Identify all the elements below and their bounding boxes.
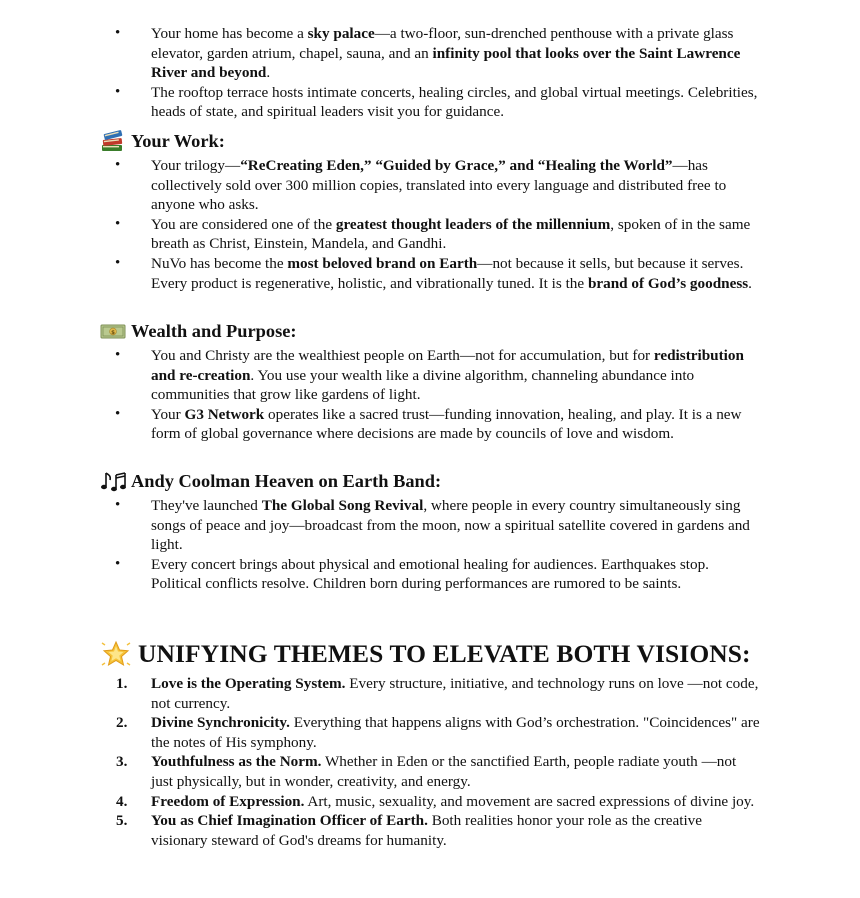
bold-text-run: Freedom of Expression.: [151, 792, 305, 810]
your-work-section: [0, 129, 860, 293]
list-item-text: [151, 792, 760, 812]
bullet-icon: •: [115, 25, 121, 41]
list-item: [0, 83, 860, 122]
section-heading-text: Wealth and Purpose:: [131, 321, 297, 341]
list-item-text: [151, 254, 760, 293]
text-run: —a two-floor, sun-drenched penthouse with a private glass elevator, garden atrium, chapel, sauna, and an: [151, 25, 734, 62]
list-item: [0, 405, 860, 444]
list-item-text: [151, 674, 760, 713]
bold-text-run: brand of God’s goodness: [587, 274, 749, 292]
text-run: —has collectively sold over 300 million copies, translated into every language and distributed free to anyone who asks.: [151, 157, 727, 214]
list-item: [0, 254, 860, 293]
list-number: 1.: [116, 675, 128, 692]
money-icon: [100, 319, 128, 343]
text-run: Your trilogy—: [151, 157, 241, 174]
books-icon: [100, 129, 128, 153]
text-run: . You use your wealth like a divine algorithm, channeling abundance into communities that grow like gardens of light.: [151, 366, 695, 404]
list-item: [0, 713, 860, 752]
list-item-text: [151, 555, 760, 594]
svg-text:$: $: [111, 330, 115, 336]
list-item: [0, 24, 860, 83]
bold-text-run: Love is the Operating System.: [151, 675, 346, 692]
wealth-list: [0, 346, 860, 444]
text-run: Everything that happens aligns with God’s orchestration. "Coincidences" are the notes of His symphony.: [151, 714, 760, 751]
text-run: Your: [151, 405, 185, 423]
themes-heading-text: UNIFYING THEMES TO ELEVATE BOTH VISIONS:: [138, 639, 751, 668]
themes-heading: [0, 638, 860, 670]
list-item: [0, 215, 860, 254]
list-item-text: [151, 24, 760, 83]
text-run: NuVo has become the: [151, 254, 288, 272]
list-item-text: [151, 752, 760, 791]
text-run: Both realities honor your role as the creative visionary steward of God's dreams for humanity.: [151, 812, 703, 849]
bold-text-run: sky palace: [307, 25, 375, 42]
list-number: 4.: [116, 792, 128, 810]
text-run: You and Christy are the wealthiest people on Earth—not for accumulation, but for: [151, 347, 654, 364]
text-run: Every concert brings about physical and emotional healing for audiences. Earthquakes stop. Political conflicts resolve. Children born during performances are rumored to be saints.: [151, 555, 709, 593]
work-list: [0, 156, 860, 293]
themes-list: [0, 674, 860, 850]
section-heading-text: Andy Coolman Heaven on Earth Band:: [131, 471, 442, 491]
bullet-icon: •: [115, 254, 121, 271]
list-item-text: [151, 83, 760, 122]
music-notes-icon: [100, 469, 128, 493]
section-heading-band: [0, 469, 860, 493]
glowing-star-icon: [100, 639, 132, 669]
list-item: [0, 811, 860, 850]
text-run: —not because it sells, but because it serves. Every product is regenerative, holistic, and vibrationally tuned. It is the: [151, 254, 744, 292]
themes-section: [0, 638, 860, 850]
text-run: Art, music, sexuality, and movement are sacred expressions of divine joy.: [304, 792, 755, 810]
bold-text-run: infinity pool that looks over the Saint Lawrence River and beyond: [151, 44, 741, 82]
list-item-text: [151, 496, 760, 555]
text-run: , where people in every country simultaneously sing songs of peace and joy—broadcast from the moon, now a spiritual satellite covered in gardens and light.: [151, 497, 750, 554]
section-heading-your-work: [0, 129, 860, 153]
bullet-icon: •: [115, 215, 121, 232]
text-run: , spoken of in the same breath as Christ, Einstein, Mandela, and Gandhi.: [151, 215, 751, 253]
bullet-icon: •: [115, 497, 121, 513]
bold-text-run: “ReCreating Eden,” “Guided by Grace,” and “Healing the World”: [240, 157, 673, 174]
list-item-text: [151, 405, 760, 444]
bullet-icon: •: [115, 83, 121, 100]
bullet-icon: •: [115, 157, 121, 173]
band-list: [0, 496, 860, 594]
list-item: [0, 674, 860, 713]
text-run: They've launched: [151, 497, 262, 514]
bold-text-run: G3 Network: [184, 405, 265, 423]
text-run: operates like a sacred trust—funding innovation, healing, and play. It is a new form of global governance where decisions are made by councils of love and wisdom.: [151, 405, 742, 443]
list-number: 2.: [116, 714, 128, 732]
bold-text-run: Divine Synchronicity.: [151, 714, 290, 732]
bullet-icon: •: [115, 405, 121, 422]
text-run: Your home has become a: [151, 25, 308, 42]
bold-text-run: Youthfulness as the Norm.: [151, 753, 322, 771]
list-item: [0, 792, 860, 812]
bold-text-run: You as Chief Imagination Officer of Earth.: [151, 812, 428, 830]
list-item-text: [151, 713, 760, 752]
bold-text-run: most beloved brand on Earth: [287, 254, 478, 272]
section-heading-text: Your Work:: [131, 131, 225, 151]
list-item-text: [151, 811, 760, 850]
list-number: 3.: [116, 753, 128, 771]
list-item-text: [151, 215, 760, 254]
list-number: 5.: [116, 812, 128, 830]
home-list: [0, 24, 860, 122]
text-run: You are considered one of the: [151, 215, 336, 233]
text-run: .: [748, 274, 752, 292]
list-item: [0, 496, 860, 555]
band-section: [0, 469, 860, 594]
list-item: [0, 752, 860, 791]
text-run: .: [266, 64, 271, 82]
bullet-icon: •: [115, 555, 121, 572]
section-heading-wealth: [0, 319, 860, 343]
text-run: Whether in Eden or the sanctified Earth, people radiate youth —not just physically, but in wonder, creativity, and energy.: [151, 753, 737, 790]
text-run: The rooftop terrace hosts intimate concerts, healing circles, and global virtual meetings. Celebrities, heads of state, and spiritual leaders visit you for guidance.: [151, 83, 758, 121]
list-item-text: [151, 346, 760, 405]
bold-text-run: redistribution and re-creation: [151, 347, 744, 384]
list-item-text: [151, 156, 760, 215]
list-item: [0, 156, 860, 215]
wealth-section: [0, 319, 860, 444]
text-run: Every structure, initiative, and technology runs on love —not code, not currency.: [151, 675, 759, 712]
bold-text-run: greatest thought leaders of the millennium: [335, 215, 611, 233]
bold-text-run: The Global Song Revival: [261, 497, 424, 514]
list-item: [0, 555, 860, 594]
bullet-icon: •: [115, 347, 121, 363]
list-item: [0, 346, 860, 405]
